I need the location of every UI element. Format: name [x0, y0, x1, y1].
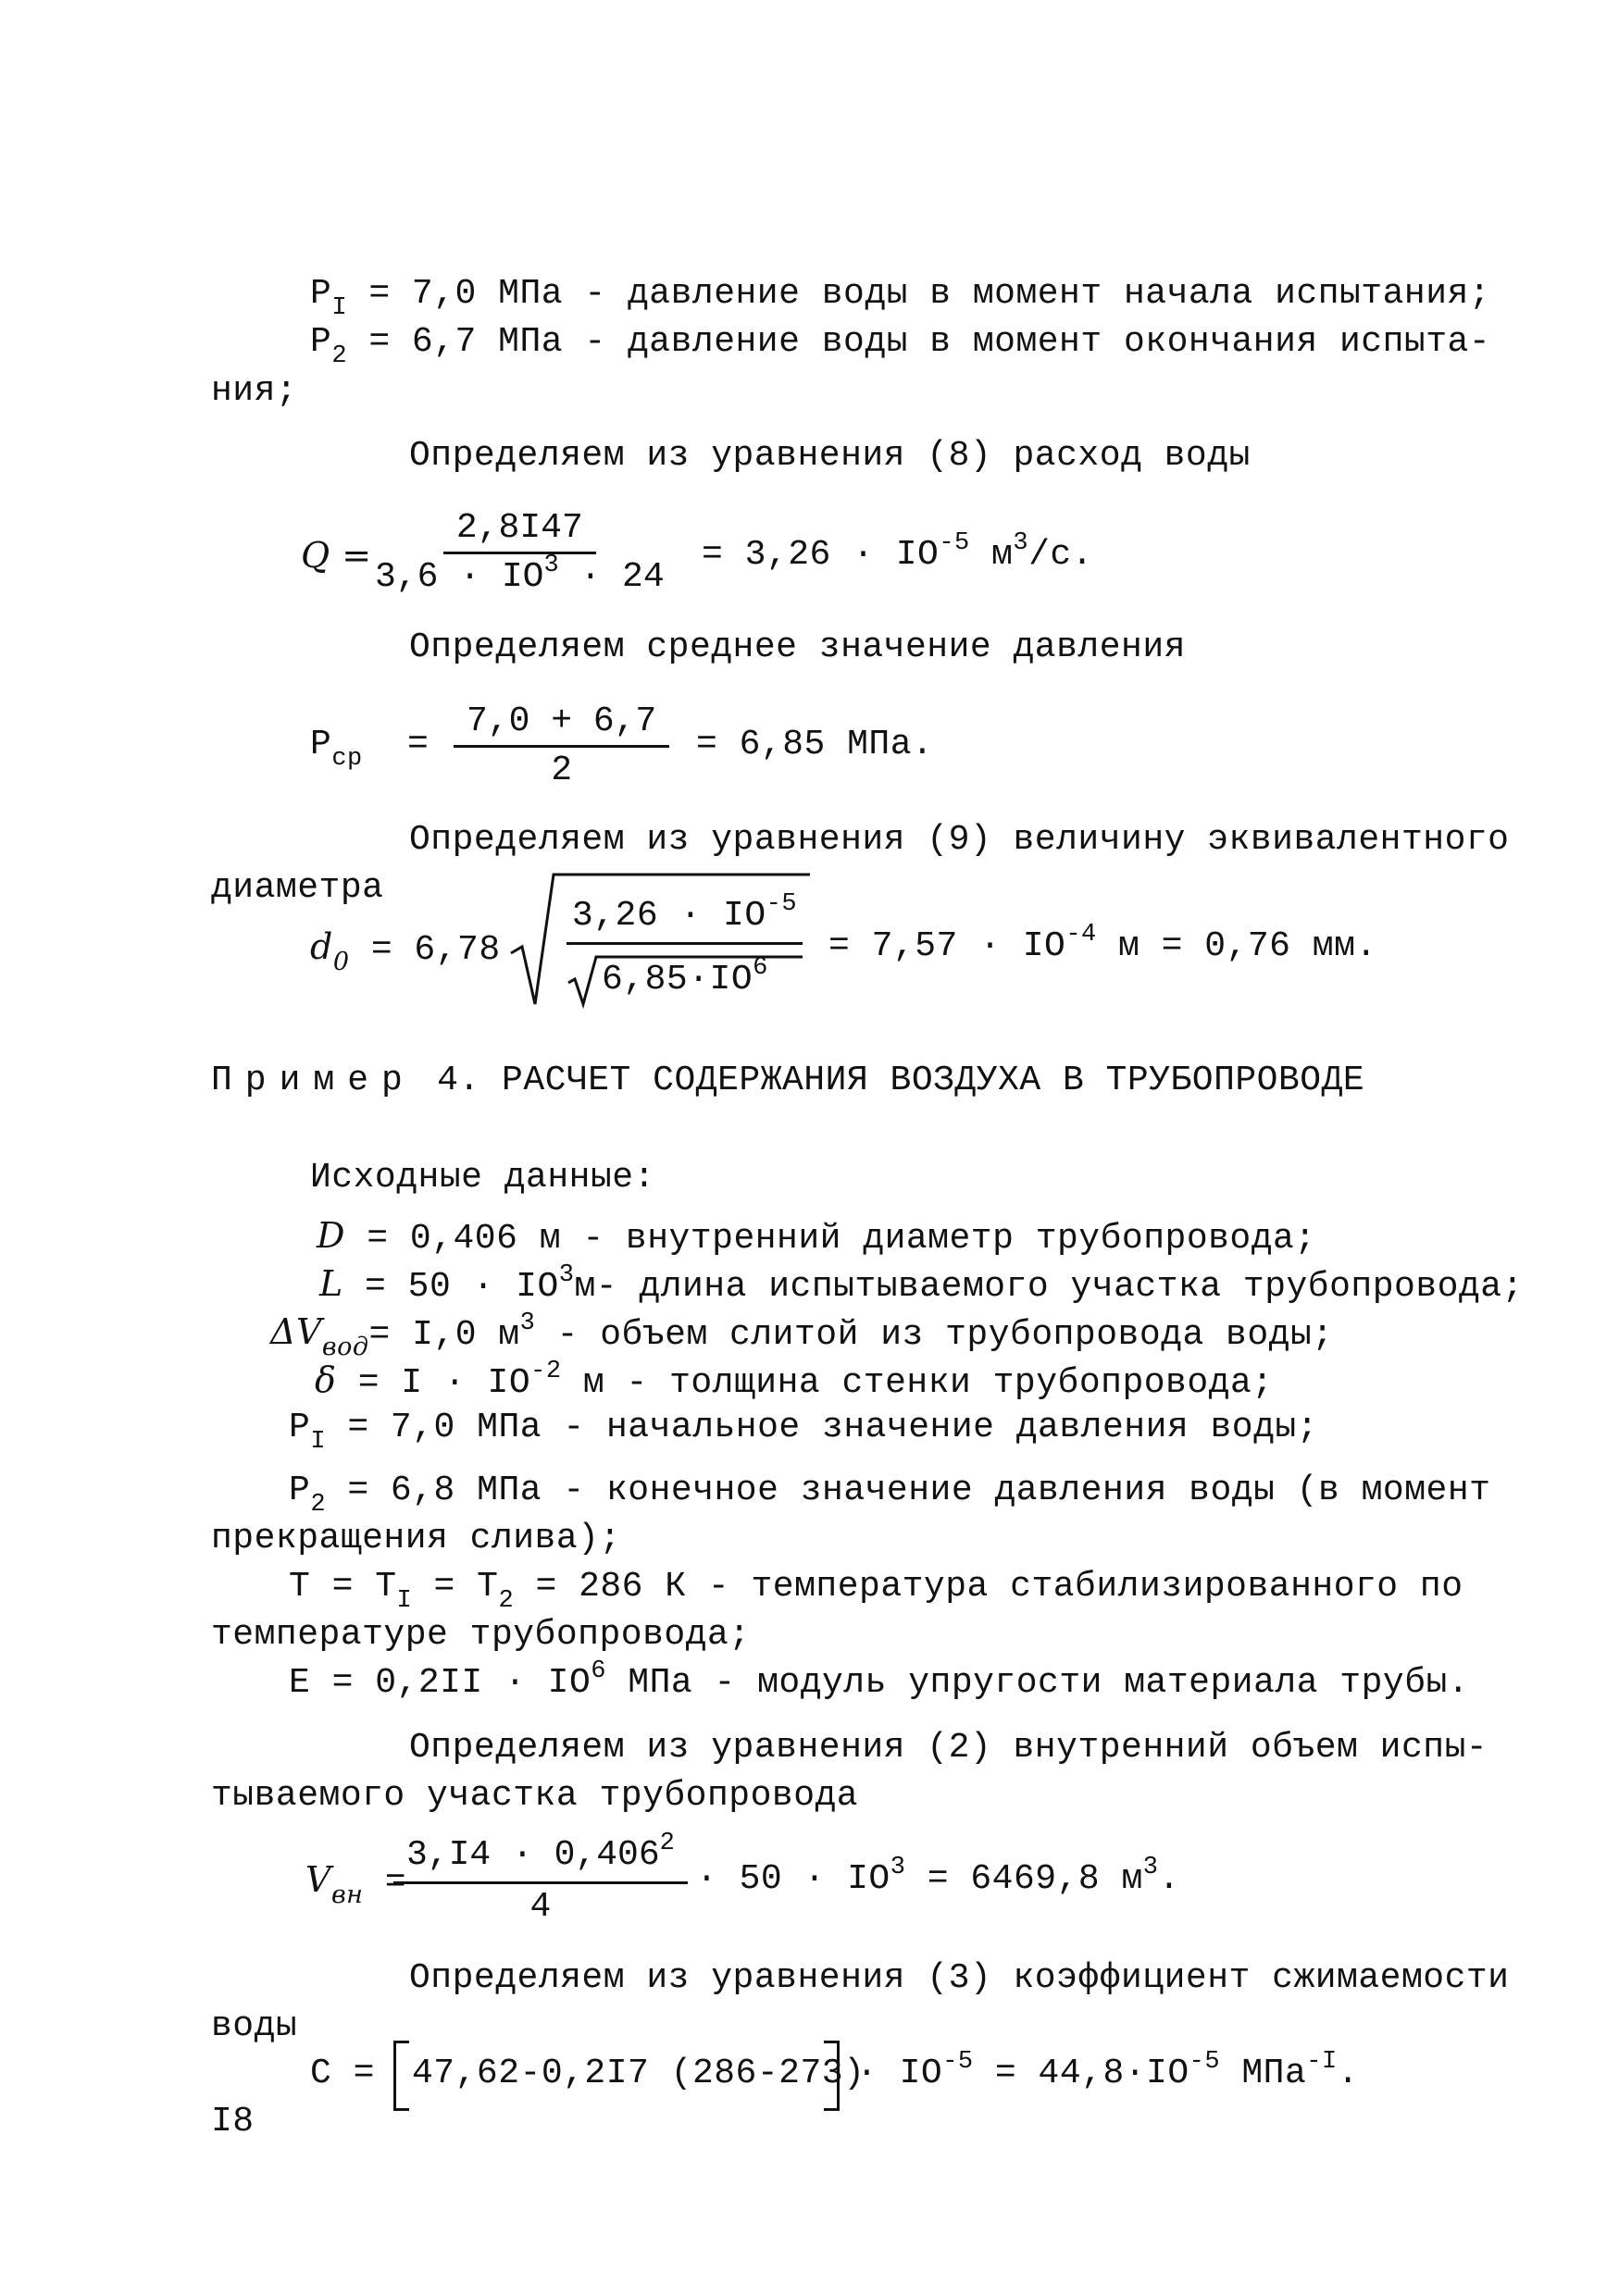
p1-start-line: $P_I = 7,0$ МПа - давление воды в момент начала испытания; — [310, 274, 1491, 322]
d0-formula-rhs: = $7,57 \cdot IO^{-4}$ м = 0,76 мм. — [828, 921, 1377, 966]
example-heading: Пример 4. РАСЧЕТ СОДЕРЖАНИЯ ВОЗДУХА В ТРУБОПРОВОДЕ — [211, 1061, 1365, 1100]
pcp-formula-lhs: $P_{ср}$ — [310, 725, 363, 773]
page-number: I8 — [211, 2102, 255, 2141]
q-formula-rhs: = $3,26 \cdot IO^{-5}$ $м^3/с$. — [702, 529, 1093, 575]
q-denominator: $3,6 \cdot IO^3 \cdot 24$ — [375, 552, 665, 597]
determine-volume-cont: тываемого участка трубопровода — [211, 1776, 859, 1816]
v-formula-lhs: $V_{вн}$ = — [305, 1859, 407, 1909]
determine-diam-text: Определяем из уравнения (9) величину эквивалентного — [409, 820, 1510, 860]
q-numerator: 2,8I47 — [443, 507, 596, 554]
q-formula-lhs: Q = — [301, 535, 372, 576]
c-right-bracket — [824, 2041, 840, 2111]
v-formula-fraction — [393, 1830, 688, 1929]
c-formula-lhs: C = — [310, 2054, 375, 2093]
determine-compress-cont: воды — [211, 2006, 298, 2046]
pcp-numerator: 7,0 + 6,7 — [454, 701, 669, 748]
q-formula-fraction — [375, 507, 665, 602]
d0-denominator: $6,85\cdot IO^6$ — [602, 954, 768, 999]
t-line: $T = T_I = T_2 = 286$ К - температура стабилизированного по — [289, 1567, 1463, 1615]
pcp-formula-eq: = — [407, 725, 430, 764]
dv-line: $\Delta V_{вод}= I,0$ $м^3$ - объем слитой из трубопровода воды; — [270, 1309, 1334, 1361]
v-formula-rhs: · $50 \cdot IO^3 = 6469,8$ $м^3$. — [696, 1854, 1180, 1899]
p2-end-line-cont: ния; — [211, 371, 298, 411]
pcp-formula-fraction — [454, 701, 669, 792]
pcp-denominator: 2 — [551, 751, 573, 790]
delta-line: $\delta = I \cdot IO^{-2}$ м - толщина стенки трубопровода; — [315, 1358, 1274, 1403]
c-formula-rhs: · $IO^{-5} = 44,8\cdot IO^{-5}$ МПа$^{-I}$. — [856, 2048, 1360, 2093]
v-denominator: 4 — [529, 1887, 552, 1927]
p1-line: $P_I = 7,0$ МПа - начальное значение давления воды; — [289, 1408, 1318, 1456]
determine-diam-cont: диаметра — [211, 868, 384, 908]
d-line: D = 0,406 м - внутренний диаметр трубопровода; — [317, 1215, 1316, 1259]
p2-end-line: $P_2 = 6,7$ МПа - давление воды в момент окончания испыта- — [310, 322, 1491, 370]
determine-flow-text: Определяем из уравнения (8) расход воды — [409, 436, 1251, 476]
c-left-bracket — [393, 2041, 409, 2111]
source-data-label: Исходные данные: — [310, 1158, 655, 1198]
d0-formula-lhs: $d_0 = 6,78$ — [310, 926, 501, 976]
determine-compress-text: Определяем из уравнения (3) коэффициент сжимаемости — [409, 1958, 1510, 1998]
t-line-cont: температуре трубопровода; — [211, 1615, 751, 1655]
d0-numerator: $3,26 \cdot IO^{-5}$ — [567, 895, 803, 945]
v-numerator: $3,I4 \cdot 0,406^2$ — [393, 1834, 688, 1884]
p2-line: $P_2 = 6,8$ МПа - конечное значение давления воды (в момент — [289, 1471, 1491, 1519]
c-formula-inner: 47,62-0,2I7 (286-273) — [412, 2054, 866, 2093]
p2-line-cont: прекращения слива); — [211, 1519, 621, 1558]
l-line: $L = 50 \cdot IO^3м-$ длина испытываемого участка трубопровода; — [319, 1261, 1524, 1307]
determine-avg-text: Определяем среднее значение давления — [409, 627, 1186, 667]
pcp-formula-rhs: = 6,85 МПа. — [696, 725, 934, 764]
e-line: $E = 0,2II \cdot IO^6$ МПа - модуль упругости материала трубы. — [289, 1657, 1470, 1703]
determine-volume-text: Определяем из уравнения (2) внутренний объем испы- — [409, 1728, 1488, 1768]
